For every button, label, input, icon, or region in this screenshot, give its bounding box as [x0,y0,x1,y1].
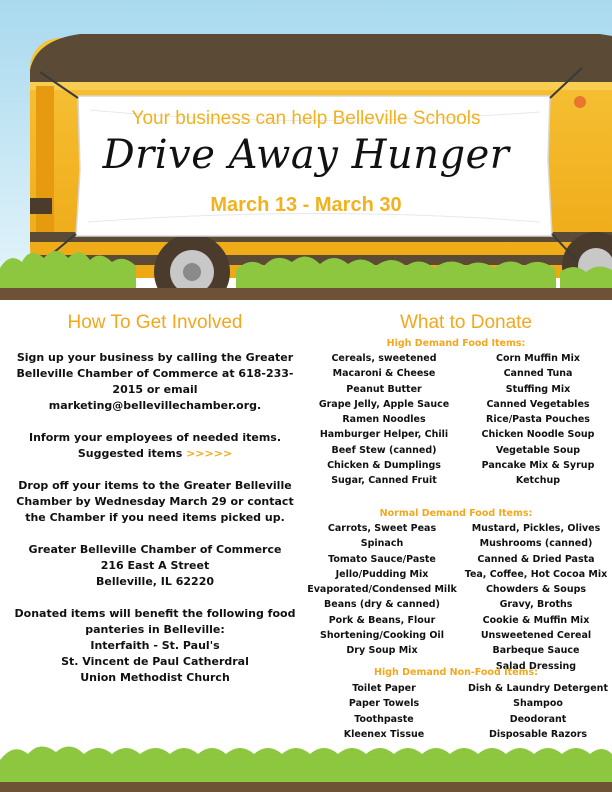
donation-item: Unsweetened Cereal [480,630,592,642]
donation-item: Tomato Sauce/Paste [328,553,436,565]
normal-demand-food-list [300,521,608,674]
donation-item: Spinach [360,538,404,550]
donation-item: Gravy, Broths [499,599,573,611]
donation-item: Deodorant [509,713,567,725]
address-line: 216 East A Street [100,559,210,572]
donation-item: Shortening/Cooking Oil [320,630,444,642]
donation-item: Dish & Laundry Detergent [468,683,608,694]
arrows: >>>>> [186,447,233,460]
donation-item: Dry Soup Mix [346,645,418,657]
non-food-list [302,681,610,742]
high-demand-food-list [302,351,610,489]
donation-item: Beans (dry & canned) [324,599,440,611]
donation-item: Pancake Mix & Syrup [481,460,595,472]
donation-item: Peanut Butter [346,383,422,395]
donation-item: Toilet Paper [352,683,416,694]
involvement-instructions [14,350,296,686]
donation-item: Canned & Dried Pasta [477,553,595,565]
dropoff-text: Drop off your items to the Greater Belleville Chamber by Wednesday March 29 or contact the Chamber if you need items picked up. [16,479,294,524]
chamber-address [14,542,296,590]
donation-item: Sugar, Canned Fruit [331,475,437,487]
donation-item: Corn Muffin Mix [496,353,580,364]
donation-item: Chowders & Soups [485,584,587,596]
donation-item: Carrots, Sweet Peas [327,523,437,534]
donation-item: Mustard, Pickles, Olives [471,523,601,534]
address-line: Greater Belleville Chamber of Commerce [28,543,282,556]
donation-item: Paper Towels [348,698,420,710]
donation-item: Chicken Noodle Soup [481,429,595,441]
donation-item: Chicken & Dumplings [327,460,441,472]
bottom-grass [0,738,612,792]
normal-demand-food-label: Normal Demand Food Items: [379,508,533,519]
inform-line: Inform your employees of needed items. [28,431,282,444]
donation-item: Cookie & Muffin Mix [482,614,590,626]
donation-item: Grape Jelly, Apple Sauce [318,398,450,410]
donation-item: Canned Vegetables [486,398,590,410]
donation-item: Macaroni & Cheese [332,368,436,380]
pantry-name: Interfaith - St. Paul's [90,639,220,652]
donation-item: Evaporated/Condensed Milk [307,584,457,596]
donation-item: Barbeque Sauce [492,645,580,657]
donation-item: Vegetable Soup [495,444,581,456]
what-to-donate-heading: What to Donate [399,312,533,333]
signup-text: Sign up your business by calling the Greater Belleville Chamber of Commerce at 618-233-2015 or email marketing@bellevillechamber.org. [16,351,294,412]
donation-item: Salad Dressing [495,660,577,672]
suggested-items: Suggested items [77,447,183,460]
donation-item: Ramen Noodles [342,414,426,426]
dirt-strip [0,288,612,300]
donation-item: Hamburger Helper, Chili [319,429,449,441]
donation-item: Mushrooms (canned) [479,538,593,550]
donation-item: Canned Tuna [503,368,573,380]
donation-item: Shampoo [513,698,563,710]
event-dates: March 13 - March 30 [210,194,402,216]
donation-item: Jello/Pudding Mix [335,568,429,580]
non-food-label: High Demand Non-Food Items: [374,667,538,678]
headline: Drive Away Hunger [102,132,510,178]
donation-item: Pork & Beans, Flour [328,614,436,626]
donation-item: Kleenex Tissue [343,728,425,740]
donation-item: Beef Stew (canned) [331,444,437,456]
donation-item: Rice/Pasta Pouches [486,414,590,426]
address-line: Belleville, IL 62220 [96,575,214,588]
pantry-name: St. Vincent de Paul Catherdral [61,655,249,668]
donation-item: Tea, Coffee, Hot Cocoa Mix [464,568,608,580]
benefit-text: Donated items will benefit the following food panteries in Belleville: [14,607,296,636]
pantry-name: Union Methodist Church [80,671,230,684]
donation-item: Toothpaste [354,713,414,725]
tagline: Your business can help Belleville Schools [131,108,481,129]
inform-text [14,430,296,462]
how-to-get-involved-heading: How To Get Involved [67,312,243,333]
pantries-section [14,606,296,686]
donation-item: Cereals, sweetened [331,353,437,364]
donation-item: Stuffing Mix [505,383,571,395]
donation-item: Disposable Razors [488,728,588,740]
donation-item: Ketchup [515,475,561,487]
high-demand-food-label: High Demand Food Items: [386,338,526,349]
